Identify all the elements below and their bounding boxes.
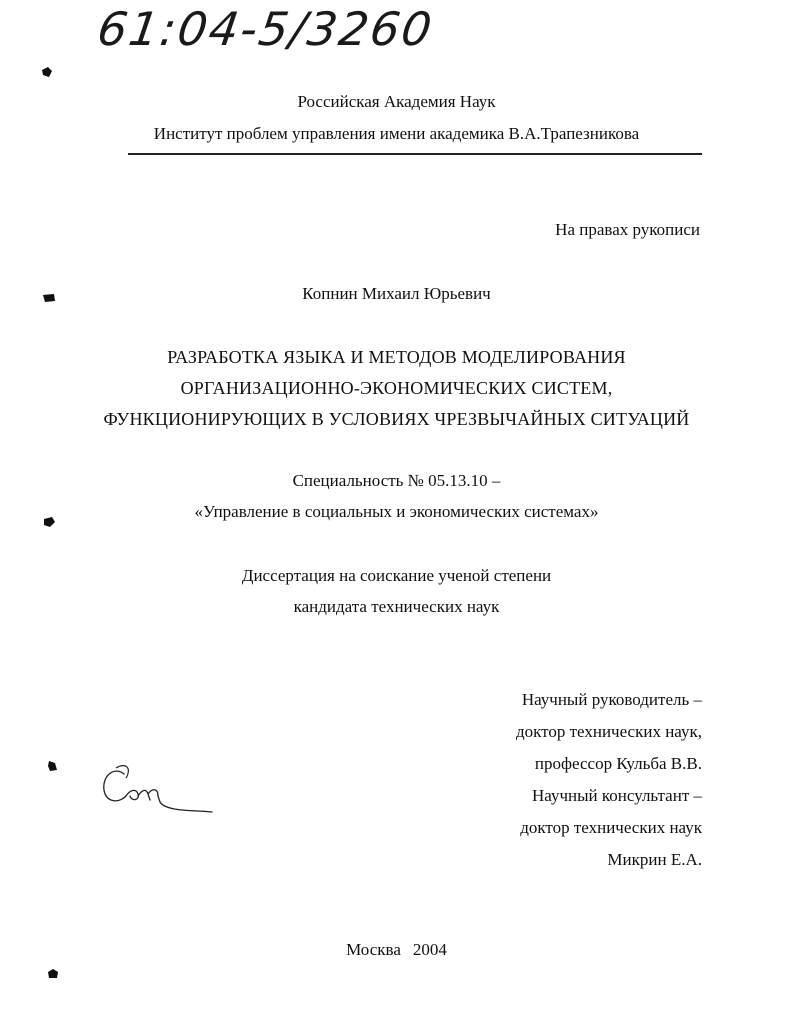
binding-hole-mark	[46, 968, 60, 980]
archive-code-handwritten: 61:04-5/3260	[94, 2, 437, 56]
dissertation-title-line-3: ФУНКЦИОНИРУЮЩИХ В УСЛОВИЯХ ЧРЕЗВЫЧАЙНЫХ СИТУАЦИЙ	[103, 409, 690, 429]
dissertation-title-line-2: ОРГАНИЗАЦИОННО-ЭКОНОМИЧЕСКИХ СИСТЕМ,	[180, 378, 613, 398]
year: 2004	[412, 940, 447, 959]
consultant-degree: доктор технических наук	[520, 818, 702, 837]
specialty-name: «Управление в социальных и экономических системах»	[194, 502, 599, 521]
degree-line-1: Диссертация на соискание ученой степени	[241, 566, 552, 585]
binding-hole-mark	[40, 66, 54, 78]
supervisor-role: Научный руководитель –	[521, 690, 702, 709]
academy-name: Российская Академия Наук	[297, 92, 496, 111]
supervisor-degree: доктор технических наук,	[515, 722, 702, 741]
binding-hole-mark	[46, 760, 60, 772]
handwritten-signature	[96, 760, 218, 820]
supervisor-name: профессор Кульба В.В.	[534, 754, 702, 773]
consultant-name: Микрин Е.А.	[607, 850, 702, 869]
manuscript-note: На правах рукописи	[555, 220, 700, 239]
specialty-number: Специальность № 05.13.10 –	[292, 471, 501, 490]
dissertation-title-line-1: РАЗРАБОТКА ЯЗЫКА И МЕТОДОВ МОДЕЛИРОВАНИЯ	[167, 347, 626, 367]
consultant-role: Научный консультант –	[532, 786, 702, 805]
institute-name: Институт проблем управления имени академика В.А.Трапезникова	[153, 124, 640, 143]
city: Москва	[346, 940, 401, 959]
city-year	[0, 940, 793, 960]
header-divider	[128, 153, 702, 155]
author-name: Копнин Михаил Юрьевич	[302, 284, 491, 303]
degree-line-2: кандидата технических наук	[293, 597, 500, 616]
